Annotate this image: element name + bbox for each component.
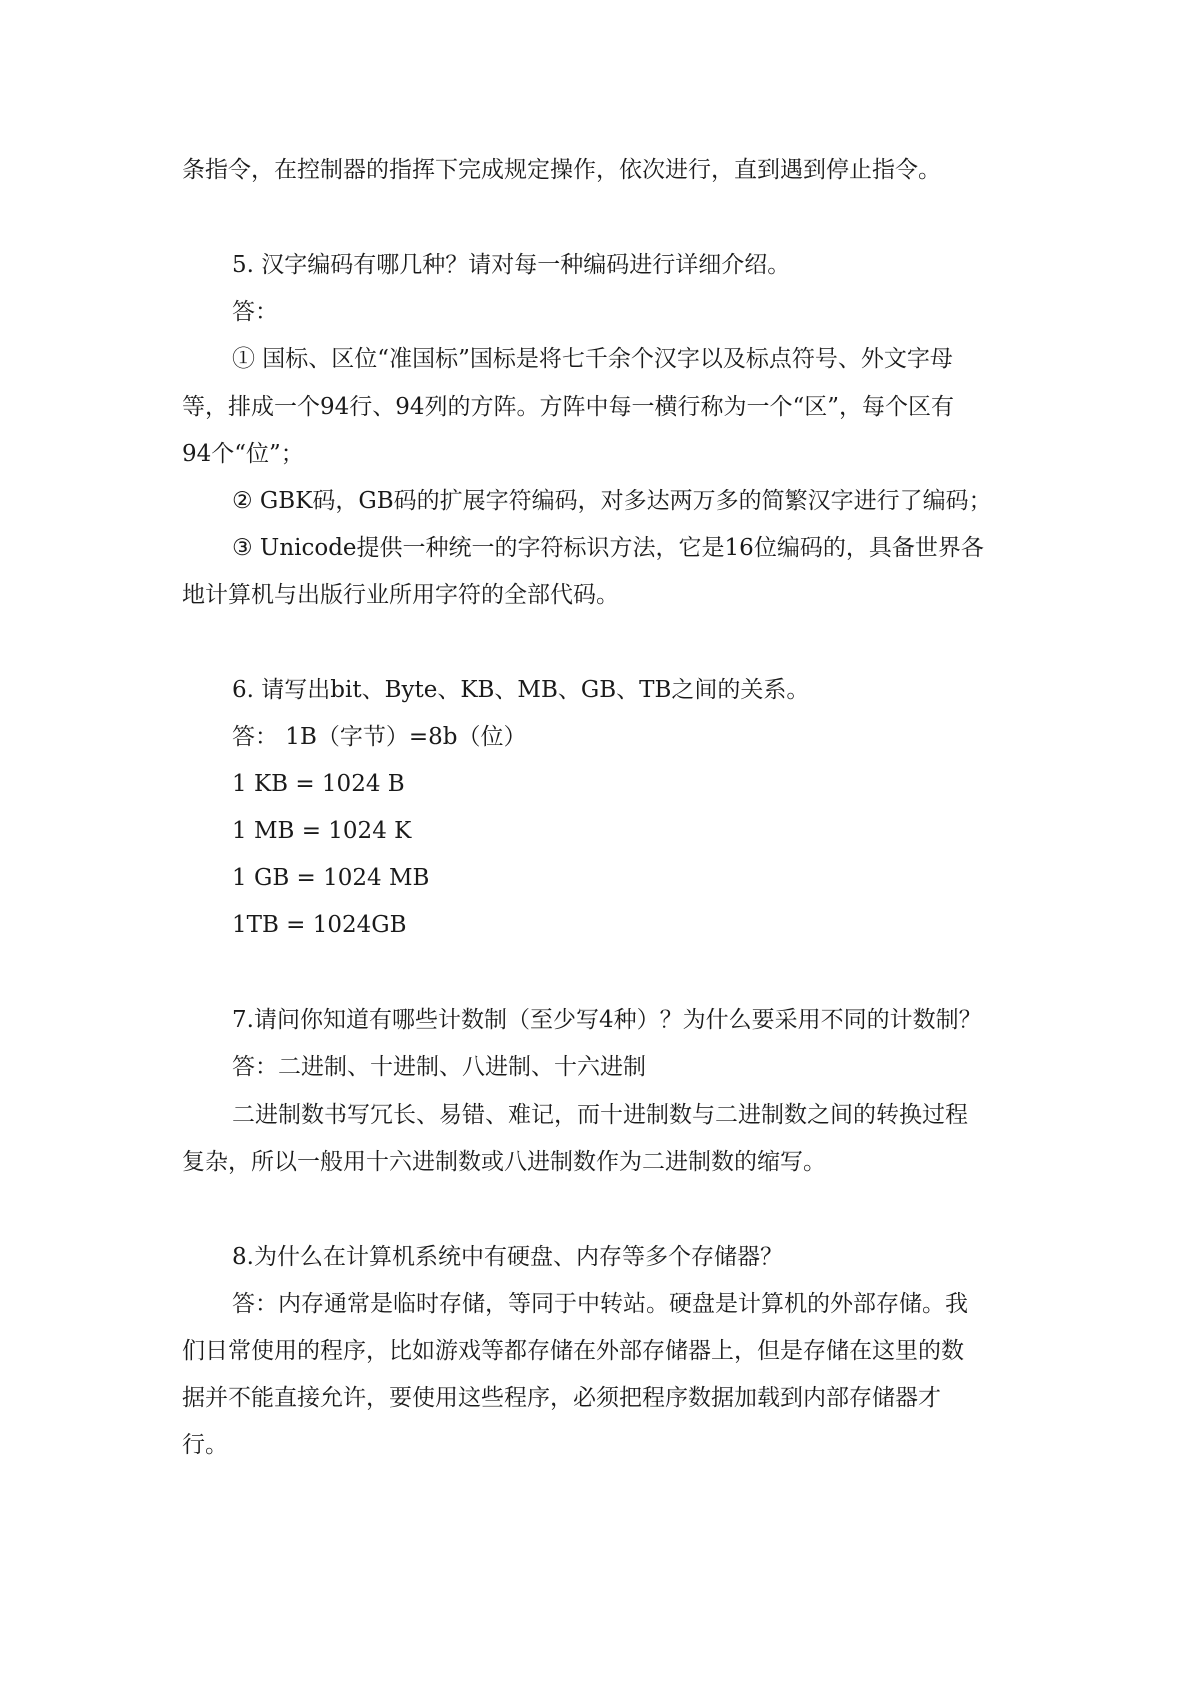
unit-relation-line: 1 KB = 1024 B xyxy=(232,771,405,797)
answer-line: 答：二进制、十进制、八进制、十六进制 xyxy=(232,1054,646,1080)
paragraph-line: 据并不能直接允许，要使用这些程序，必须把程序数据加载到内部存储器才 xyxy=(182,1385,941,1411)
paragraph-line: 条指令，在控制器的指挥下完成规定操作，依次进行，直到遇到停止指令。 xyxy=(182,157,941,183)
paragraph-line: 94个“位”； xyxy=(182,441,304,467)
paragraph-line: 们日常使用的程序，比如游戏等都存储在外部存储器上，但是存储在这里的数 xyxy=(182,1338,964,1364)
paragraph-line: 等，排成一个94行、94列的方阵。方阵中每一横行称为一个“区”，每个区有 xyxy=(182,394,955,420)
unit-relation-line: 1 MB = 1024 K xyxy=(232,818,412,844)
paragraph-line: ② GBK码，GB码的扩展字符编码，对多达两万多的简繁汉字进行了编码； xyxy=(232,488,992,514)
question-7: 7.请问你知道有哪些计数制（至少写4种）？为什么要采用不同的计数制？ xyxy=(232,1007,982,1033)
question-6: 6. 请写出bit、Byte、KB、MB、GB、TB之间的关系。 xyxy=(232,677,810,703)
answer-line: 答：内存通常是临时存储，等同于中转站。硬盘是计算机的外部存储。我 xyxy=(232,1291,968,1317)
paragraph-line: ① 国标、区位“准国标”国标是将七千余个汉字以及标点符号、外文字母 xyxy=(232,346,953,372)
paragraph-line: 复杂，所以一般用十六进制数或八进制数作为二进制数的缩写。 xyxy=(182,1149,826,1175)
question-5: 5. 汉字编码有哪几种？请对每一种编码进行详细介绍。 xyxy=(232,252,791,278)
paragraph-line: 二进制数书写冗长、易错、难记，而十进制数与二进制数之间的转换过程 xyxy=(232,1102,968,1128)
answer-line: 答： 1B（字节）=8b（位） xyxy=(232,724,527,750)
question-8: 8.为什么在计算机系统中有硬盘、内存等多个存储器？ xyxy=(232,1244,783,1270)
unit-relation-line: 1 GB = 1024 MB xyxy=(232,865,430,891)
paragraph-line: ③ Unicode提供一种统一的字符标识方法，它是16位编码的，具备世界各 xyxy=(232,535,984,561)
paragraph-line: 行。 xyxy=(182,1432,228,1458)
paragraph-line: 地计算机与出版行业所用字符的全部代码。 xyxy=(182,582,619,608)
answer-label: 答： xyxy=(232,299,278,325)
unit-relation-line: 1TB = 1024GB xyxy=(232,912,407,938)
